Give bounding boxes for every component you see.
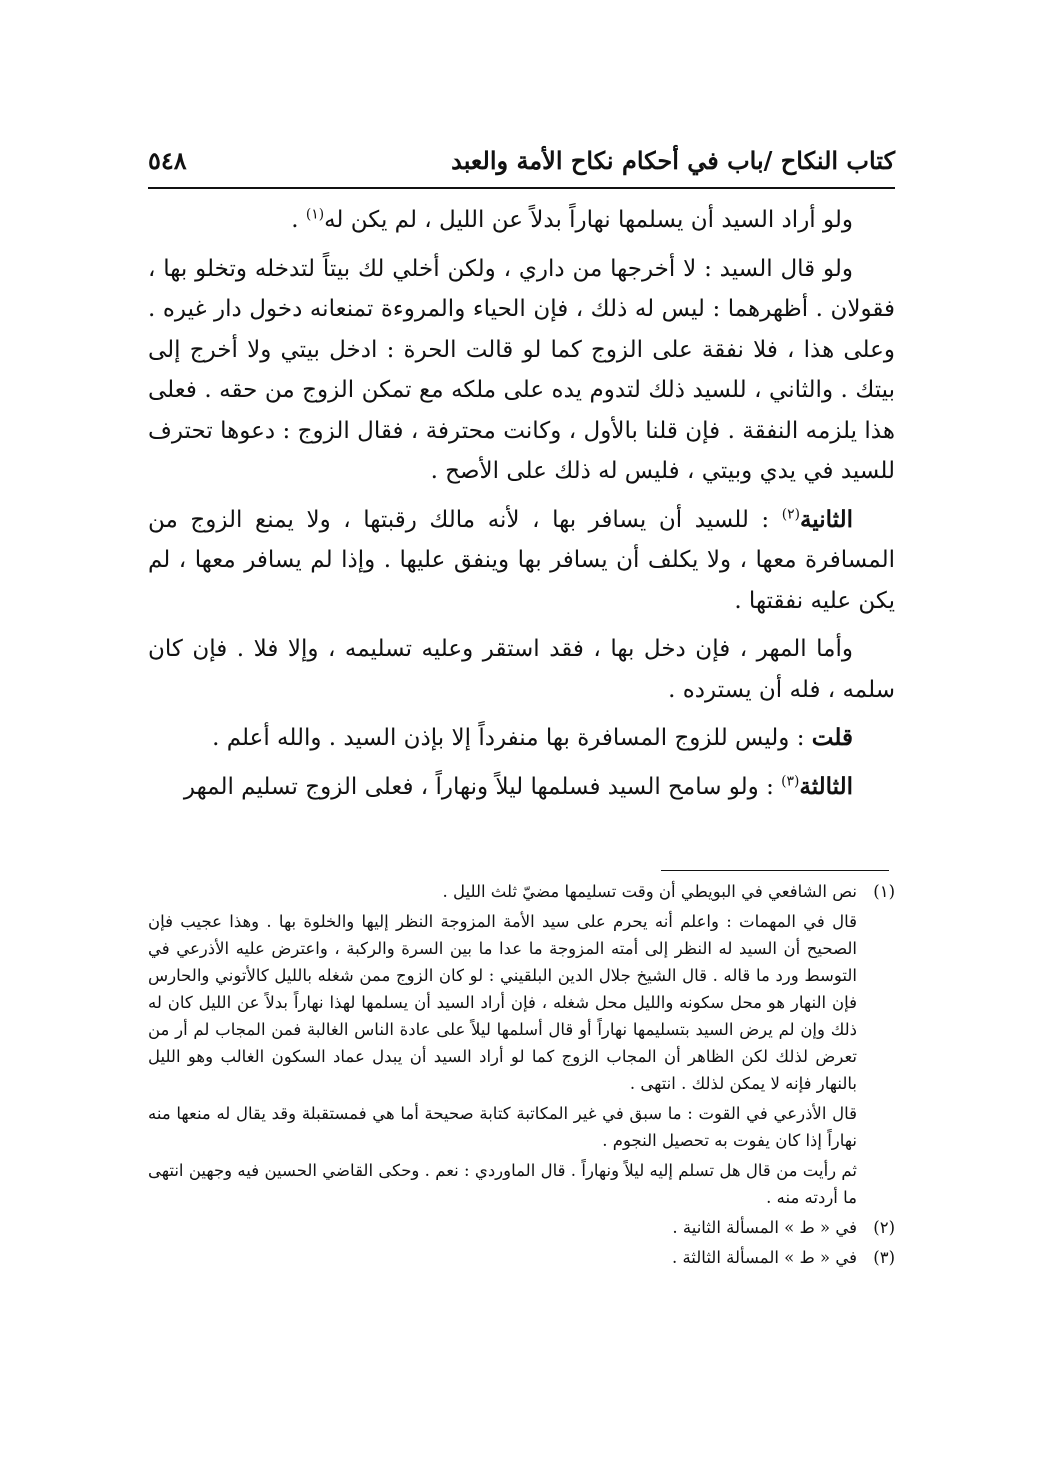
footnote-2-number: (٢) [873, 1218, 895, 1237]
footnote-3-text: في « ط » المسألة الثالثة . [671, 1248, 857, 1267]
footnote-3-number: (٣) [873, 1248, 895, 1267]
running-header [148, 140, 895, 182]
footnotes [148, 878, 895, 1274]
footnote-2 [148, 1214, 895, 1241]
paragraph-1-text: ولو أراد السيد أن يسلمها نهاراً بدلاً عن الليل ، لم يكن له [324, 207, 853, 233]
footnote-1-paragraph-4: ثم رأيت من قال هل تسلم إليه ليلاً ونهاراً . قال الماوردي : نعم . وحكى القاضي الحسين فيه وجهين انتهى ما أردته منه . [148, 1161, 857, 1207]
paragraph-2: ولو قال السيد : لا أخرجها من داري ، ولكن أخلي لك بيتاً لتدخله وتخلو بها ، فقولان . أظهرهما : ليس له ذلك ، فإن الحياء والمروءة تمنعانه دخول دار غيره . وعلى هذا ، فلا نفقة على الزوج كما لو قالت الحرة : ادخل بيتي ولا أخرج إلى بيتك . والثاني ، للسيد ذلك لتدوم يده على ملكه مع تمكن الزوج من حقه . فعلى هذا يلزمه النفقة . فإن قلنا بالأول ، وكانت محترفة ، فقال الزوج : دعوها تحترف للسيد في يدي وبيتي ، فليس له ذلك على الأصح . [148, 255, 895, 484]
main-text [148, 200, 895, 815]
footnote-ref-1[interactable]: (١) [305, 206, 325, 223]
paragraph-3-text: : للسيد أن يسافر بها ، لأنه مالك رقبتها ، ولا يمنع الزوج من المسافرة معها ، ولا يكلف أن يسافر بها وينفق عليها . وإذا لم يسافر معها ، لم يكن عليه نفقتها . [148, 506, 895, 614]
paragraph-4: وأما المهر ، فإن دخل بها ، فقد استقر وعليه تسليمه ، وإلا فلا . فإن كان سلمه ، فله أن يسترده . [148, 636, 895, 703]
paragraph-3-label: الثانية [799, 505, 853, 533]
paragraph-6-text: : ولو سامح السيد فسلمها ليلاً ونهاراً ، فعلى الزوج تسليم المهر [183, 773, 782, 800]
paragraph-5 [148, 718, 895, 759]
paragraph-1 [148, 200, 895, 241]
header-title: كتاب النكاح /باب في أحكام نكاح الأمة والعبد [451, 146, 895, 175]
footnote-1-paragraph-2: قال في المهمات : واعلم أنه يحرم على سيد الأمة المزوجة النظر إليها والخلوة بها . وهذا عجيب فإن الصحيح أن السيد له النظر إلى أمته المزوجة ما عدا ما بين السرة والركبة ، واعترض عليه الأذرعي في التوسط ورد ما قاله . قال الشيخ جلال الدين البلقيني : لو كان الزوج ممن شغله بالليل كالأتوني والحارس فإن النهار هو محل سكونه والليل محل شغله ، فإن أراد السيد أن يسلمها لهذا نهاراً بدلاً عن الليل كان له ذلك وإن لم يرض السيد بتسليمها نهاراً أو قال أسلمها ليلاً على عادة الناس الغالبة فمن المجاب لم أر من تعرض لذلك لكن الظاهر أن المجاب الزوج كما لو أراد السيد أن يبدل عماد السكون الغالب وهو الليل بالنهار فإنه لا يمكن لذلك . انتهى . [148, 912, 858, 1093]
footnote-1-paragraph-3: قال الأذرعي في القوت : ما سبق في غير المكاتبة كتابة صحيحة أما هي فمستقبلة وقد يقال له منعها منه نهاراً إذا كان يفوت به تحصيل النجوم . [148, 1104, 857, 1150]
paragraph-5-label: قلت [811, 724, 853, 751]
paragraph-1-end: . [291, 207, 306, 233]
paragraph-3 [148, 500, 895, 622]
footnote-ref-2[interactable]: (٢) [781, 505, 800, 522]
paragraph-6-label: الثالثة [799, 772, 853, 800]
footnote-1-number: (١) [873, 882, 895, 901]
footnote-3 [148, 1244, 895, 1271]
header-divider [148, 187, 895, 189]
footnote-ref-3[interactable]: (٣) [781, 772, 800, 789]
paragraph-6 [148, 767, 895, 808]
footnote-divider [661, 870, 889, 871]
page-number: ٥٤٨ [148, 146, 187, 175]
paragraph-5-text: : وليس للزوج المسافرة بها منفرداً إلا بإذن السيد . والله أعلم . [212, 725, 812, 751]
footnote-1 [148, 878, 895, 905]
footnote-2-text: في « ط » المسألة الثانية . [672, 1218, 857, 1237]
footnote-1-text: نص الشافعي في البويطي أن وقت تسليمها مضيّ ثلث الليل . [442, 882, 857, 901]
